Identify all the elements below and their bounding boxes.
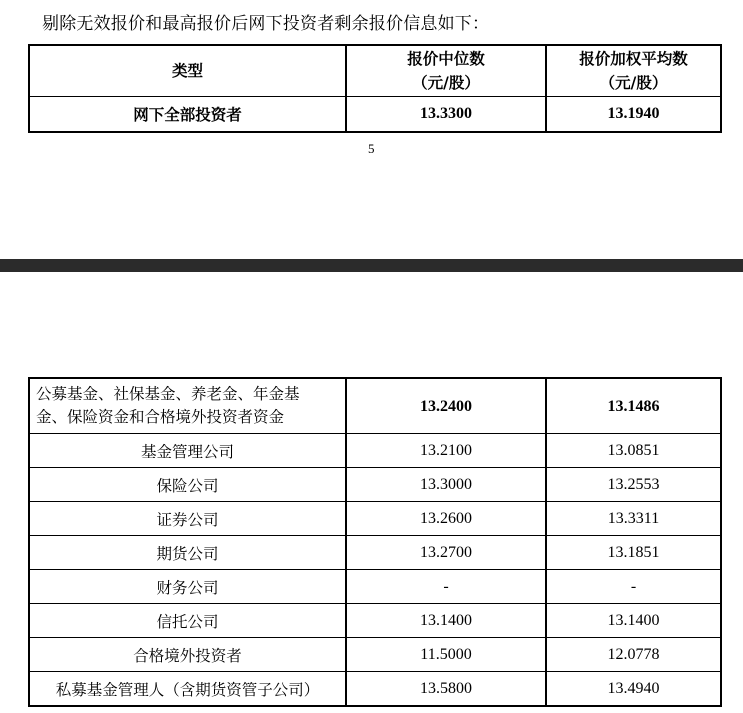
row-median: 13.2600 [346, 502, 546, 536]
page-number: 5 [368, 141, 375, 156]
header-weighted-unit: （元/股） [599, 73, 668, 92]
table-row [29, 570, 721, 604]
table-row [29, 536, 721, 570]
table-row [29, 638, 721, 672]
header-median-label: 报价中位数 [407, 49, 485, 68]
row-weighted: - [546, 570, 721, 604]
table-header-row [29, 45, 721, 97]
row-type: 财务公司 [29, 570, 346, 604]
row-type: 信托公司 [29, 604, 346, 638]
row-median: 11.5000 [346, 638, 546, 672]
row-median: 13.3000 [346, 468, 546, 502]
table-row [29, 468, 721, 502]
row-weighted: 13.1940 [546, 97, 721, 133]
row-weighted: 13.4940 [546, 672, 721, 707]
row-type: 证券公司 [29, 502, 346, 536]
header-weighted-label: 报价加权平均数 [579, 49, 688, 68]
row-type: 合格境外投资者 [29, 638, 346, 672]
row-type-line1: 公募基金、社保基金、养老金、年金基 [36, 385, 300, 403]
row-weighted: 13.2553 [546, 468, 721, 502]
table-row [29, 378, 721, 434]
header-median-unit: （元/股） [412, 73, 480, 92]
summary-table [28, 44, 722, 133]
row-median: 13.1400 [346, 604, 546, 638]
row-median: 13.3300 [346, 97, 546, 133]
row-median: - [346, 570, 546, 604]
detail-table [28, 377, 722, 707]
row-type-line2: 金、保险资金和合格境外投资者资金 [36, 408, 285, 426]
row-median: 13.2400 [346, 378, 546, 434]
row-type [29, 378, 346, 434]
row-weighted: 13.1486 [546, 378, 721, 434]
table-row [29, 502, 721, 536]
row-weighted: 12.0778 [546, 638, 721, 672]
header-weighted [546, 45, 721, 97]
row-weighted: 13.1851 [546, 536, 721, 570]
row-type: 私募基金管理人（含期货资管子公司） [29, 672, 346, 707]
row-weighted: 13.0851 [546, 434, 721, 468]
row-weighted: 13.3311 [546, 502, 721, 536]
row-type: 网下全部投资者 [29, 97, 346, 133]
row-median: 13.2100 [346, 434, 546, 468]
intro-text: 剔除无效报价和最高报价后网下投资者剩余报价信息如下： [42, 14, 490, 34]
table-row [29, 434, 721, 468]
header-type: 类型 [29, 45, 346, 97]
table-row [29, 97, 721, 133]
row-median: 13.5800 [346, 672, 546, 707]
row-type: 期货公司 [29, 536, 346, 570]
page-separator [0, 259, 743, 272]
row-type: 基金管理公司 [29, 434, 346, 468]
row-type: 保险公司 [29, 468, 346, 502]
row-weighted: 13.1400 [546, 604, 721, 638]
table-row [29, 604, 721, 638]
table-row [29, 672, 721, 707]
header-median [346, 45, 546, 97]
row-median: 13.2700 [346, 536, 546, 570]
